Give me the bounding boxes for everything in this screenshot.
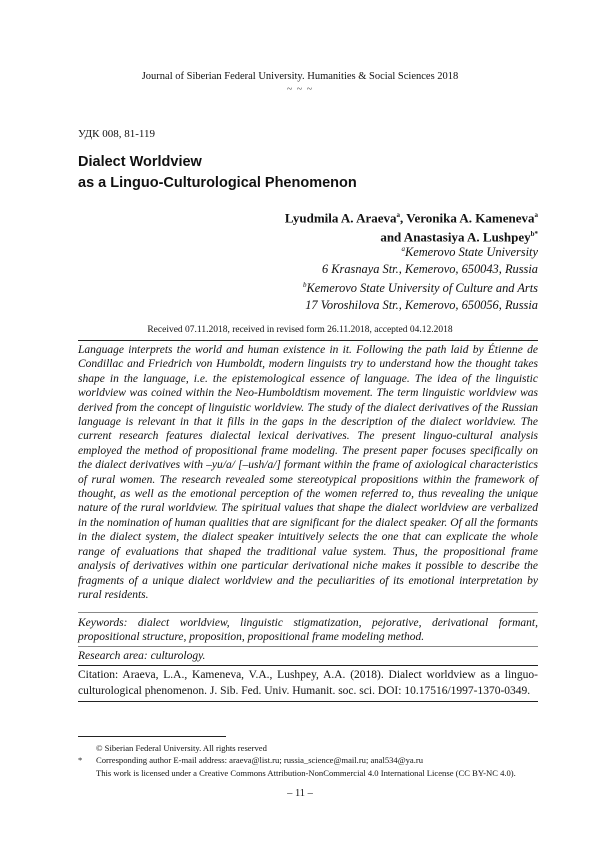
author-lushpey: and Anastasiya A. Lushpey <box>380 229 531 245</box>
udk-code: УДК 008, 81-119 <box>78 128 156 140</box>
author-lushpey-affil: b* <box>530 230 538 239</box>
citation: Citation: Araeva, L.A., Kameneva, V.A., Lushpey, A.A. (2018). Dialect worldview as a linguo-culturological phenomenon. J. Sib. Fed. Univ. Humanit. soc. sci. DOI: 10.17516/1997-1370-0349. <box>78 669 538 697</box>
author-kameneva-affil: a <box>534 211 538 219</box>
research-area: Research area: culturology. <box>78 650 206 662</box>
authors-line-1 <box>285 207 538 226</box>
affiliation-mark: a <box>401 245 405 253</box>
author-araeva-affil: a <box>396 211 401 219</box>
footnote-text: © Siberian Federal University. All rights reserved <box>96 743 267 753</box>
affiliation-line <box>303 277 538 297</box>
affiliation-line <box>303 297 538 314</box>
keywords-divider <box>78 612 538 613</box>
affiliation-line <box>303 261 538 278</box>
affiliations <box>303 241 538 313</box>
citation-top-rule <box>78 665 538 666</box>
page-number: – 11 – <box>287 788 313 799</box>
footnote-text: Corresponding author E-mail address: araeva@list.ru; russia_science@mail.ru; anal534@ya.ru <box>96 755 424 766</box>
footnote-mark <box>78 767 96 779</box>
footnote-rule <box>78 736 226 737</box>
affiliation-text: 17 Voroshilova Str., Kemerovo, 650056, Russia <box>305 297 538 312</box>
header-ornament: ~ ~ ~ <box>286 84 314 95</box>
affiliation-text: 6 Krasnaya Str., Kemerovo, 650043, Russia <box>321 261 538 276</box>
footnote <box>78 742 516 754</box>
title-line-2: as a Linguo-Culturological Phenomenon <box>78 175 357 191</box>
footnotes <box>78 742 516 779</box>
affiliation-mark: b <box>303 281 307 290</box>
affiliation-text: Kemerovo State University <box>404 245 538 260</box>
title-line-1: Dialect Worldview <box>78 154 202 170</box>
keywords: Keywords: dialect worldview, linguistic stigmatization, pejorative, derivational formant, propositional structure, proposition, propositional frame modeling method. <box>78 617 538 644</box>
author-kameneva: , Veronika A. Kameneva <box>400 210 535 226</box>
affiliation-line <box>303 241 538 261</box>
footnote <box>78 767 516 779</box>
received-dates: Received 07.11.2018, received in revised form 26.11.2018, accepted 04.12.2018 <box>147 325 453 335</box>
abstract: Language interprets the world and human existence in it. Following the path laid by Étienne de Condillac and Friedrich von Humboldt, modern linguists try to understand how the thought takes shape in the language, i.e. the epistemological essence of language. The idea of the linguistic worldview was coined within the Neo-Humboldtism movement. The term linguistic worldview was derived from the concept of linguistic worldview. The study of the dialect derivatives of the Russian language is relevant in that it fills in the gaps in the description of the dialect worldview. The current research features dialectal lexical derivatives. The present linguo-cultural analysis employed the method of propositional frame modeling. The present paper focuses specifically on the dialect derivatives with –yu/a/ [–ush/a/] formant within the frame of axiological characteristics of rural women. The research revealed some stereotypical propositions within the framework of thought, as well as the emotional perception of the women referred to, thus revealing the unique nature of the rural worldview. The spiritual values that shape the dialect worldview are verbalized in the nomination of human qualities that are significant for the dialect speaker. Of all the formants in the dialect system, the dialect speaker intuitively selects the one that can explicate the whole range of evaluations that shaped the traditional value system. Thus, the propositional frame analysis of derivatives within one particular derivational niche makes it possible to describe the fragments of a unique dialect worldview and the peculiarities of its emotional interpretation by rural residents. <box>78 344 538 601</box>
article-title <box>78 152 357 194</box>
citation-bottom-rule <box>78 701 538 702</box>
abstract-top-rule <box>78 340 538 341</box>
journal-header: Journal of Siberian Federal University. Humanities & Social Sciences 2018 <box>141 71 459 82</box>
affiliation-text: Kemerovo State University of Culture and Arts <box>306 281 538 296</box>
authors <box>285 207 538 246</box>
footnote-text: This work is licensed under a Creative Commons Attribution-NonCommercial 4.0 International License (CC BY-NC 4.0). <box>96 767 516 778</box>
author-araeva: Lyudmila A. Araeva <box>284 210 397 226</box>
footnote <box>78 754 516 766</box>
footnote-mark: * <box>78 755 83 766</box>
area-divider <box>78 646 538 647</box>
footnote-mark <box>78 742 96 754</box>
